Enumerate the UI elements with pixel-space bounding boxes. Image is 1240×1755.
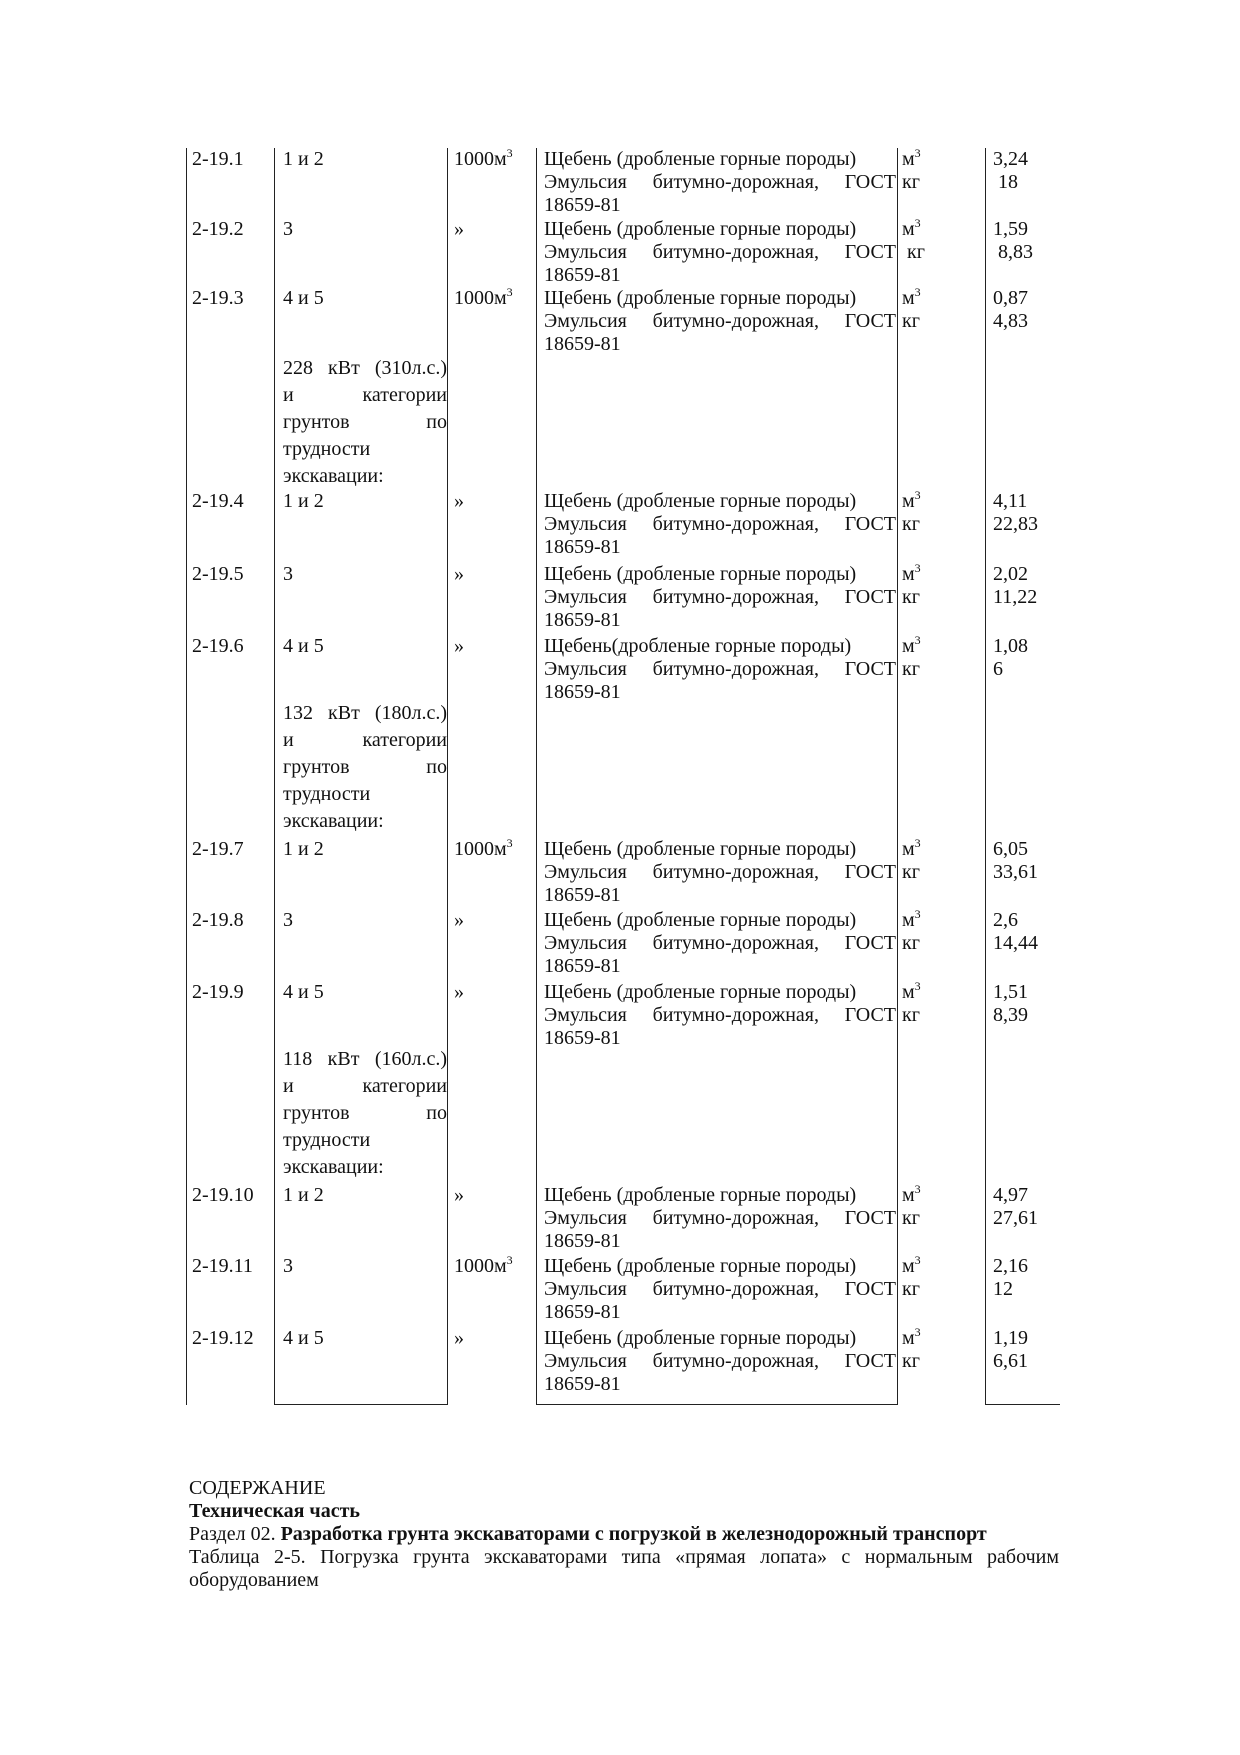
row-code: 2-19.4 (192, 490, 244, 512)
row-soil-category: 4 и 5 (283, 981, 324, 1003)
unit-base: м (902, 635, 915, 657)
row-unit (454, 490, 464, 513)
material-crushed-stone: Щебень (дробленые горные породы) (544, 1327, 857, 1349)
unit-exponent: 3 (506, 836, 513, 850)
table-bottom-cat (274, 1404, 448, 1405)
power-header-line2: и категории (283, 729, 447, 751)
material-emulsion: Эмульсия битумно-дорожная, ГОСТ (544, 932, 896, 954)
material-gost: 18659-81 (544, 536, 621, 558)
row-value-2: 4,83 (993, 310, 1028, 332)
row-code: 2-19.9 (192, 981, 244, 1003)
material-emulsion: Эмульсия битумно-дорожная, ГОСТ (544, 1004, 896, 1026)
material-crushed-stone: Щебень (дробленые горные породы) (544, 148, 857, 170)
row-value-1: 2,02 (993, 563, 1028, 585)
toc-block (189, 1477, 1059, 1592)
row-unit (454, 218, 464, 241)
material-emulsion: Эмульсия битумно-дорожная, ГОСТ (544, 861, 896, 883)
row-code: 2-19.11 (192, 1255, 253, 1277)
row-value-2: 18 (993, 171, 1018, 193)
row-resource-unit-1 (902, 1255, 921, 1278)
row-resource-unit-2: кг (902, 861, 920, 883)
unit-exponent: 3 (506, 285, 513, 299)
toc-part-label: Техническая часть (189, 1500, 360, 1522)
power-header-line1: 118 кВт (160л.с.) (283, 1048, 447, 1070)
row-materials (544, 838, 896, 907)
unit-base: » (454, 1184, 464, 1206)
material-emulsion: Эмульсия битумно-дорожная, ГОСТ (544, 1278, 896, 1300)
row-materials (544, 148, 896, 217)
toc-table-line (189, 1546, 1059, 1569)
unit-base: » (454, 218, 464, 240)
unit-exponent: 3 (914, 1182, 921, 1196)
power-header-line5: экскавации: (283, 810, 384, 832)
row-resource-unit-1 (902, 909, 921, 932)
row-resource-unit-2: кг (902, 241, 925, 263)
row-resource-unit-1 (902, 218, 921, 241)
row-resource-unit-2: кг (902, 586, 920, 608)
row-value-2: 11,22 (993, 586, 1038, 608)
unit-exponent: 3 (914, 285, 921, 299)
row-resource-unit-2: кг (902, 1278, 920, 1300)
row-code: 2-19.6 (192, 635, 244, 657)
unit-base: 1000м (454, 148, 507, 170)
unit-base: м (902, 981, 915, 1003)
row-resource-unit-1 (902, 838, 921, 861)
row-resource-unit-1 (902, 635, 921, 658)
power-header-line1: 132 кВт (180л.с.) (283, 702, 447, 724)
power-header-line3: грунтов по (283, 756, 447, 778)
toc-section-title: Разработка грунта экскаваторами с погрузкой в железнодорожный транспорт (280, 1523, 987, 1545)
material-gost: 18659-81 (544, 264, 621, 286)
row-soil-category: 1 и 2 (283, 1184, 324, 1206)
material-gost: 18659-81 (544, 333, 621, 355)
row-soil-category: 3 (283, 1255, 293, 1277)
material-gost: 18659-81 (544, 955, 621, 977)
material-crushed-stone: Щебень (дробленые горные породы) (544, 909, 857, 931)
table-bottom-mat (536, 1404, 898, 1405)
material-crushed-stone: Щебень (дробленые горные породы) (544, 1255, 857, 1277)
material-crushed-stone: Щебень (дробленые горные породы) (544, 563, 857, 585)
power-header-line4: трудности (283, 783, 371, 805)
material-gost: 18659-81 (544, 1373, 621, 1395)
unit-base: » (454, 909, 464, 931)
row-value-2: 12 (993, 1278, 1013, 1300)
row-materials (544, 1184, 896, 1253)
row-value-2: 8,83 (993, 241, 1033, 263)
power-group-header (283, 355, 447, 490)
material-crushed-stone: Щебень(дробленые горные породы) (544, 635, 852, 657)
unit-exponent: 3 (914, 1325, 921, 1339)
unit-base: » (454, 635, 464, 657)
row-materials (544, 218, 896, 287)
row-code: 2-19.8 (192, 909, 244, 931)
row-resource-unit-2: кг (902, 171, 920, 193)
row-unit (454, 1327, 464, 1350)
material-emulsion: Эмульсия битумно-дорожная, ГОСТ (544, 513, 896, 535)
row-materials (544, 490, 896, 559)
row-value-1: 2,16 (993, 1255, 1028, 1277)
toc-section (189, 1523, 1059, 1546)
unit-base: м (902, 838, 915, 860)
material-emulsion: Эмульсия битумно-дорожная, ГОСТ (544, 1207, 896, 1229)
unit-exponent: 3 (506, 146, 513, 160)
row-code: 2-19.10 (192, 1184, 254, 1206)
row-resource-unit-2: кг (902, 310, 920, 332)
unit-base: 1000м (454, 1255, 507, 1277)
row-materials (544, 1255, 896, 1324)
table-bottom-val (985, 1404, 1060, 1405)
row-value-1: 4,11 (993, 490, 1028, 512)
row-resource-unit-2: кг (902, 513, 920, 535)
row-unit (454, 287, 513, 310)
power-header-line4: трудности (283, 1129, 371, 1151)
row-soil-category: 3 (283, 563, 293, 585)
row-resource-unit-2: кг (902, 1004, 920, 1026)
row-unit (454, 1255, 513, 1278)
power-header-line5: экскавации: (283, 465, 384, 487)
row-resource-unit-1 (902, 287, 921, 310)
unit-exponent: 3 (914, 836, 921, 850)
material-gost: 18659-81 (544, 194, 621, 216)
power-group-header (283, 1046, 447, 1181)
row-resource-unit-2: кг (902, 932, 920, 954)
table-divider-3 (536, 148, 537, 1405)
row-unit (454, 981, 464, 1004)
row-resource-unit-2: кг (902, 658, 920, 680)
unit-base: м (902, 490, 915, 512)
unit-base: » (454, 1327, 464, 1349)
power-header-line2: и категории (283, 1075, 447, 1097)
power-header-line1: 228 кВт (310л.с.) (283, 357, 447, 379)
row-code: 2-19.7 (192, 838, 244, 860)
row-soil-category: 4 и 5 (283, 1327, 324, 1349)
toc-table-text: Таблица 2-5. Погрузка грунта экскаваторами типа «прямая лопата» с нормальным рабочим (189, 1546, 1059, 1568)
row-materials (544, 635, 896, 704)
unit-base: » (454, 490, 464, 512)
row-value-1: 4,97 (993, 1184, 1028, 1206)
unit-base: м (902, 1255, 915, 1277)
toc-section-prefix: Раздел 02. (189, 1523, 281, 1545)
unit-base: м (902, 1184, 915, 1206)
row-code: 2-19.2 (192, 218, 244, 240)
row-value-2: 6,61 (993, 1350, 1028, 1372)
power-header-line4: трудности (283, 438, 371, 460)
unit-base: м (902, 287, 915, 309)
power-header-line2: и категории (283, 384, 447, 406)
material-gost: 18659-81 (544, 884, 621, 906)
unit-base: 1000м (454, 287, 507, 309)
material-emulsion: Эмульсия битумно-дорожная, ГОСТ (544, 171, 896, 193)
row-materials (544, 563, 896, 632)
material-crushed-stone: Щебень (дробленые горные породы) (544, 1184, 857, 1206)
material-emulsion: Эмульсия битумно-дорожная, ГОСТ (544, 658, 896, 680)
material-crushed-stone: Щебень (дробленые горные породы) (544, 490, 857, 512)
unit-base: » (454, 563, 464, 585)
power-header-line3: грунтов по (283, 411, 447, 433)
row-unit (454, 838, 513, 861)
unit-exponent: 3 (914, 633, 921, 647)
row-value-2: 27,61 (993, 1207, 1038, 1229)
row-soil-category: 3 (283, 218, 293, 240)
row-resource-unit-1 (902, 148, 921, 171)
row-code: 2-19.5 (192, 563, 244, 585)
row-code: 2-19.3 (192, 287, 244, 309)
row-resource-unit-1 (902, 490, 921, 513)
row-materials (544, 909, 896, 978)
row-soil-category: 4 и 5 (283, 287, 324, 309)
row-resource-unit-2: кг (902, 1350, 920, 1372)
row-value-1: 1,51 (993, 981, 1028, 1003)
row-unit (454, 563, 464, 586)
row-value-1: 1,08 (993, 635, 1028, 657)
row-resource-unit-1 (902, 1184, 921, 1207)
row-resource-unit-1 (902, 563, 921, 586)
row-materials (544, 287, 896, 356)
row-value-2: 14,44 (993, 932, 1038, 954)
material-crushed-stone: Щебень (дробленые горные породы) (544, 287, 857, 309)
material-gost: 18659-81 (544, 609, 621, 631)
power-header-line5: экскавации: (283, 1156, 384, 1178)
row-code: 2-19.1 (192, 148, 244, 170)
row-value-2: 22,83 (993, 513, 1038, 535)
row-value-1: 0,87 (993, 287, 1028, 309)
material-crushed-stone: Щебень (дробленые горные породы) (544, 981, 857, 1003)
material-crushed-stone: Щебень (дробленые горные породы) (544, 838, 857, 860)
row-soil-category: 4 и 5 (283, 635, 324, 657)
toc-heading: СОДЕРЖАНИЕ (189, 1477, 326, 1499)
row-unit (454, 148, 513, 171)
material-gost: 18659-81 (544, 1301, 621, 1323)
material-crushed-stone: Щебень (дробленые горные породы) (544, 218, 857, 240)
row-soil-category: 3 (283, 909, 293, 931)
unit-base: м (902, 148, 915, 170)
unit-exponent: 3 (914, 979, 921, 993)
table-divider-1 (274, 148, 275, 1404)
unit-base: м (902, 563, 915, 585)
unit-exponent: 3 (914, 907, 921, 921)
table-divider-5 (985, 148, 986, 1405)
row-soil-category: 1 и 2 (283, 838, 324, 860)
row-resource-unit-2: кг (902, 1207, 920, 1229)
material-gost: 18659-81 (544, 1027, 621, 1049)
unit-base: м (902, 1327, 915, 1349)
row-unit (454, 635, 464, 658)
material-emulsion: Эмульсия битумно-дорожная, ГОСТ (544, 241, 896, 263)
row-value-2: 33,61 (993, 861, 1038, 883)
row-soil-category: 1 и 2 (283, 148, 324, 170)
material-gost: 18659-81 (544, 1230, 621, 1252)
row-unit (454, 1184, 464, 1207)
toc-part (189, 1500, 1059, 1523)
row-value-1: 3,24 (993, 148, 1028, 170)
material-emulsion: Эмульсия битумно-дорожная, ГОСТ (544, 1350, 896, 1372)
material-emulsion: Эмульсия битумно-дорожная, ГОСТ (544, 310, 896, 332)
unit-exponent: 3 (506, 1253, 513, 1267)
unit-base: » (454, 981, 464, 1003)
row-code: 2-19.12 (192, 1327, 254, 1349)
row-value-1: 1,19 (993, 1327, 1028, 1349)
power-header-line3: грунтов по (283, 1102, 447, 1124)
toc-table-line-2: оборудованием (189, 1569, 319, 1591)
row-resource-unit-1 (902, 1327, 921, 1350)
material-gost: 18659-81 (544, 681, 621, 703)
table-divider-2 (447, 148, 448, 1405)
row-value-2: 6 (993, 658, 1003, 680)
row-value-1: 2,6 (993, 909, 1018, 931)
unit-exponent: 3 (914, 146, 921, 160)
row-soil-category: 1 и 2 (283, 490, 324, 512)
unit-base: м (902, 909, 915, 931)
table-border-left (186, 148, 187, 1405)
table-divider-4 (897, 148, 898, 1405)
unit-exponent: 3 (914, 561, 921, 575)
row-value-1: 1,59 (993, 218, 1028, 240)
row-value-2: 8,39 (993, 1004, 1028, 1026)
unit-base: м (902, 218, 915, 240)
unit-exponent: 3 (914, 216, 921, 230)
row-unit (454, 909, 464, 932)
row-materials (544, 1327, 896, 1396)
material-emulsion: Эмульсия битумно-дорожная, ГОСТ (544, 586, 896, 608)
unit-exponent: 3 (914, 1253, 921, 1267)
unit-base: 1000м (454, 838, 507, 860)
power-group-header (283, 700, 447, 835)
row-resource-unit-1 (902, 981, 921, 1004)
unit-exponent: 3 (914, 488, 921, 502)
row-value-1: 6,05 (993, 838, 1028, 860)
row-materials (544, 981, 896, 1050)
